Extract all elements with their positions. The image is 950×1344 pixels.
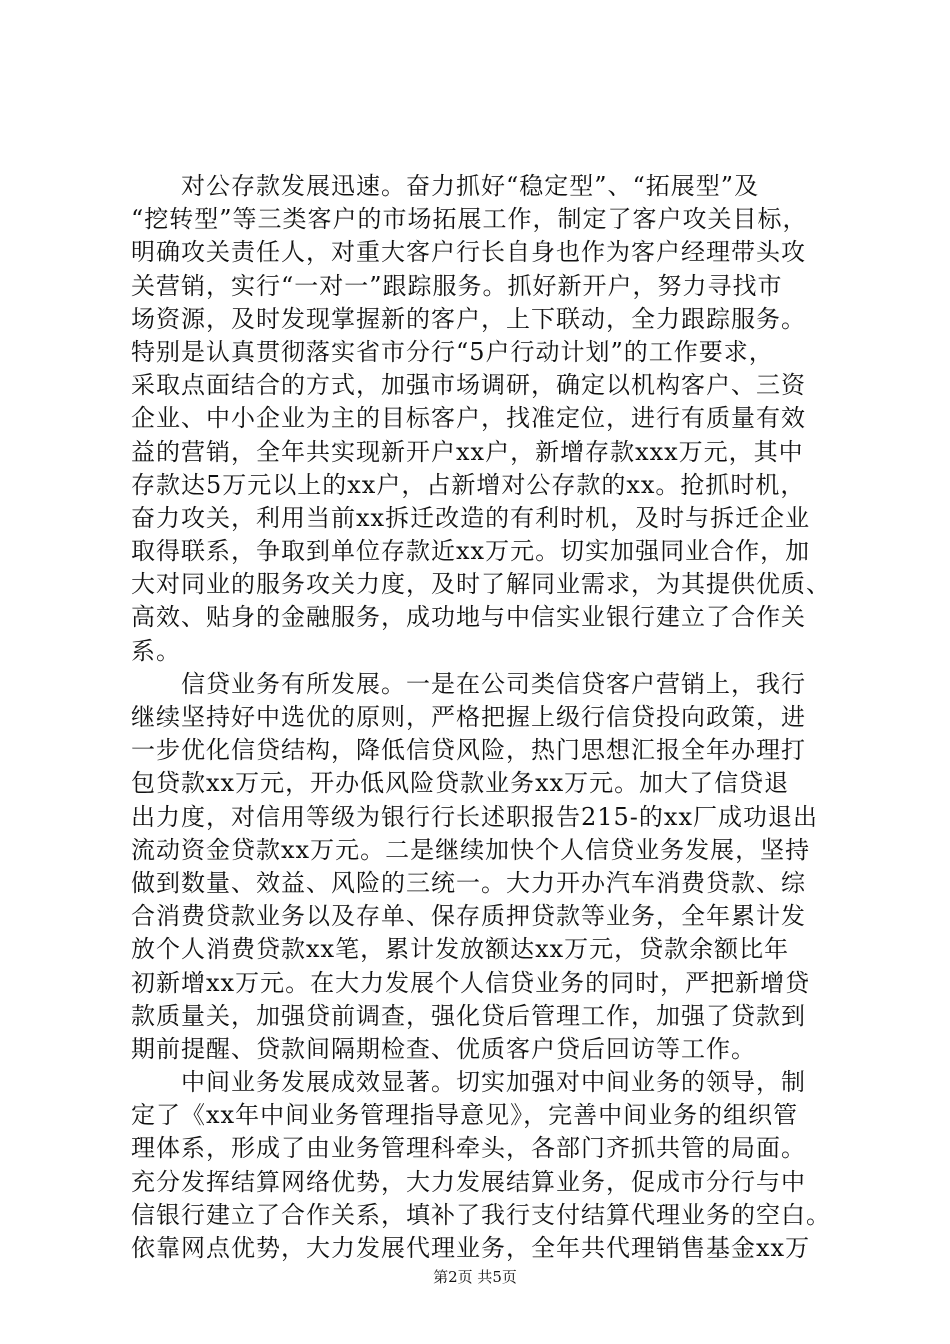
text-line: 初新增xx万元。在大力发展个人信贷业务的同时，严把新增贷 [131, 968, 811, 997]
text-line: 放个人消费贷款xx笔，累计发放额达xx万元，贷款余额比年 [131, 935, 790, 964]
text-line: 合消费贷款业务以及存单、保存质押贷款等业务，全年累计发 [131, 902, 806, 931]
text-line: 一步优化信贷结构，降低信贷风险，热门思想汇报全年办理打 [131, 736, 806, 765]
text-line: 信银行建立了合作关系，填补了我行支付结算代理业务的空白。 [131, 1200, 831, 1229]
text-line: 做到数量、效益、风险的三统一。大力开办汽车消费贷款、综 [131, 868, 806, 897]
text-line: 期前提醒、贷款间隔期检查、优质客户贷后回访等工作。 [131, 1034, 756, 1063]
text-line: 款质量关，加强贷前调查，强化贷后管理工作，加强了贷款到 [131, 1001, 806, 1030]
text-line: 继续坚持好中选优的原则，严格把握上级行信贷投向政策，进 [131, 703, 806, 731]
text-line: 大对同业的服务攻关力度，及时了解同业需求，为其提供优质、 [131, 570, 831, 599]
text-line: 益的营销，全年共实现新开户xx户，新增存款xxx万元，其中 [131, 437, 804, 466]
text-line: 定了《xx年中间业务管理指导意见》，完善中间业务的组织管 [131, 1101, 799, 1130]
page-footer [0, 1267, 950, 1287]
page-number: 第2页 共5页 [433, 1268, 517, 1286]
text-line: 系。 [131, 636, 181, 665]
text-line: “挖转型”等三类客户的市场拓展工作，制定了客户攻关目标， [131, 205, 808, 234]
text-line: 采取点面结合的方式，加强市场调研，确定以机构客户、三资 [131, 371, 806, 400]
text-line: 中间业务发展成效显著。切实加强对中间业务的领导，制 [131, 1068, 806, 1097]
text-line: 企业、中小企业为主的目标客户，找准定位，进行有质量有效 [131, 404, 806, 433]
text-line: 高效、贴身的金融服务，成功地与中信实业银行建立了合作关 [131, 603, 806, 632]
text-line: 奋力攻关，利用当前xx拆迁改造的有利时机，及时与拆迁企业 [131, 503, 811, 532]
text-line: 流动资金贷款xx万元。二是继续加快个人信贷业务发展，坚持 [131, 835, 811, 864]
text-line: 对公存款发展迅速。奋力抓好“稳定型”、“拓展型”及 [131, 172, 760, 200]
text-line: 依靠网点优势，大力发展代理业务，全年共代理销售基金xx万 [131, 1234, 811, 1262]
body-text [131, 170, 846, 1265]
text-line: 信贷业务有所发展。一是在公司类信贷客户营销上，我行 [131, 669, 806, 698]
text-line: 取得联系，争取到单位存款近xx万元。切实加强同业合作，加 [131, 537, 811, 566]
text-line: 场资源，及时发现掌握新的客户，上下联动，全力跟踪服务。 [131, 304, 806, 333]
text-line: 理体系，形成了由业务管理科牵头，各部门齐抓共管的局面。 [131, 1134, 806, 1163]
text-line: 出力度，对信用等级为银行行长述职报告215-的xx厂成功退出 [131, 802, 818, 831]
text-line: 存款达5万元以上的xx户，占新增对公存款的xx。抢抓时机， [131, 470, 806, 499]
text-line: 包贷款xx万元，开办低风险贷款业务xx万元。加大了信贷退 [131, 769, 790, 798]
text-line: 关营销，实行“一对一”跟踪服务。抓好新开户，努力寻找市 [131, 271, 783, 300]
text-line: 明确攻关责任人，对重大客户行长自身也作为客户经理带头攻 [131, 238, 806, 267]
text-line: 特别是认真贯彻落实省市分行“5户行动计划”的工作要求， [131, 337, 774, 366]
text-line: 充分发挥结算网络优势，大力发展结算业务，促成市分行与中 [131, 1167, 806, 1196]
